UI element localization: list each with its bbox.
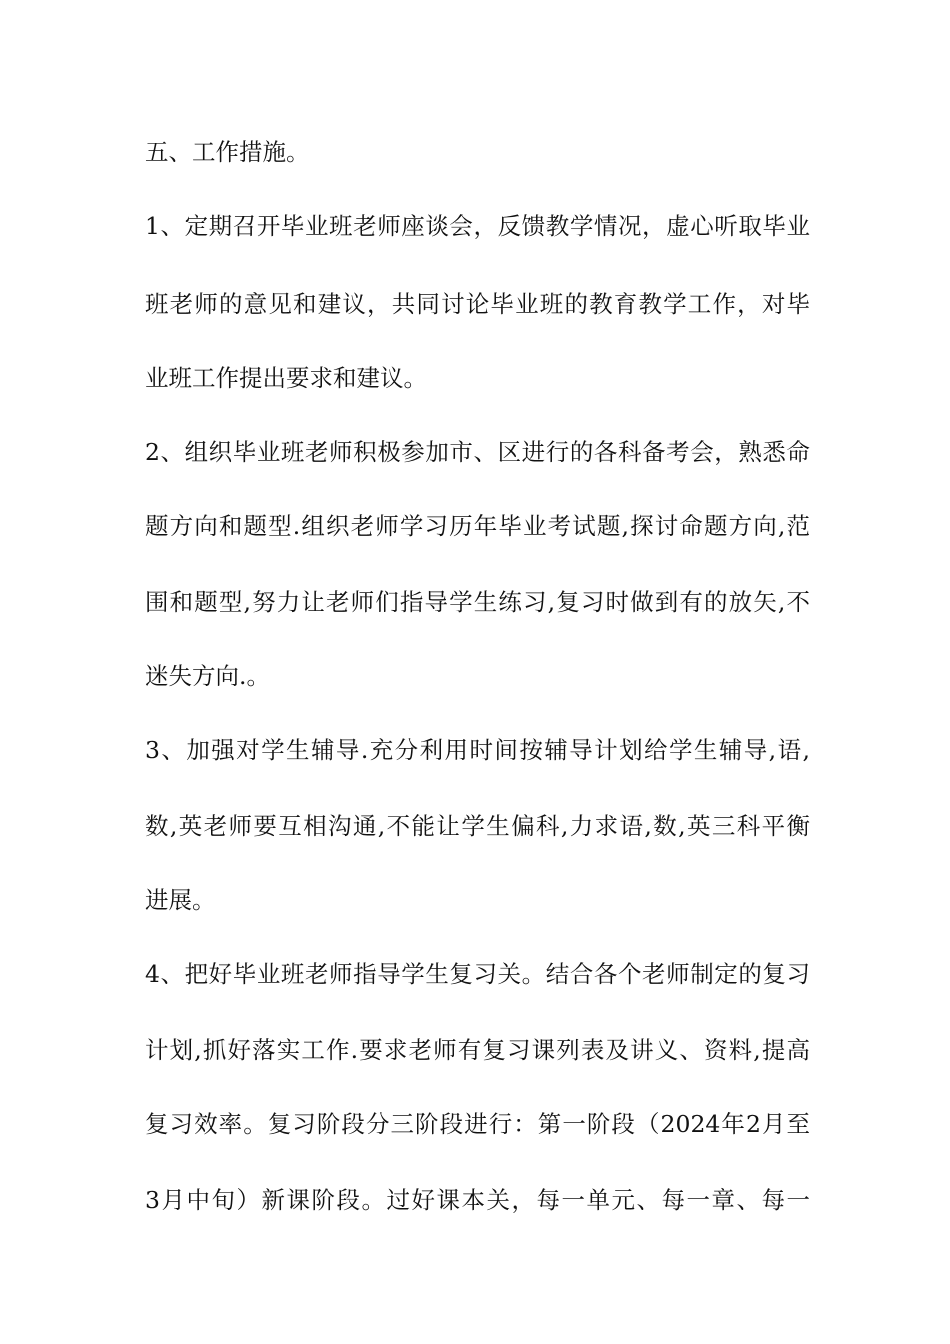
paragraph-line: 复习效率。复习阶段分三阶段进行：第一阶段（2024年2月至 <box>145 1110 810 1138</box>
paragraph-line: 4、把好毕业班老师指导学生复习关。结合各个老师制定的复习 <box>145 960 810 988</box>
section-heading: 五、工作措施。 <box>145 138 310 166</box>
paragraph-line: 围和题型,努力让老师们指导学生练习,复习时做到有的放矢,不 <box>145 588 810 616</box>
paragraph-line: 计划,抓好落实工作.要求老师有复习课列表及讲义、资料,提高 <box>145 1036 810 1064</box>
paragraph-line: 2、组织毕业班老师积极参加市、区进行的各科备考会，熟悉命 <box>145 438 810 466</box>
paragraph-line: 进展。 <box>145 886 216 914</box>
paragraph-line: 班老师的意见和建议，共同讨论毕业班的教育教学工作，对毕 <box>145 290 810 318</box>
paragraph-line: 数,英老师要互相沟通,不能让学生偏科,力求语,数,英三科平衡 <box>145 812 810 840</box>
paragraph-line: 3月中旬）新课阶段。过好课本关，每一单元、每一章、每一 <box>145 1186 810 1214</box>
paragraph-line: 1、定期召开毕业班老师座谈会，反馈教学情况，虚心听取毕业 <box>145 212 810 240</box>
paragraph-line: 迷失方向.。 <box>145 662 270 690</box>
paragraph-line: 题方向和题型.组织老师学习历年毕业考试题,探讨命题方向,范 <box>145 512 810 540</box>
paragraph-line: 3、加强对学生辅导.充分利用时间按辅导计划给学生辅导,语, <box>145 736 810 764</box>
paragraph-line: 业班工作提出要求和建议。 <box>145 364 427 392</box>
